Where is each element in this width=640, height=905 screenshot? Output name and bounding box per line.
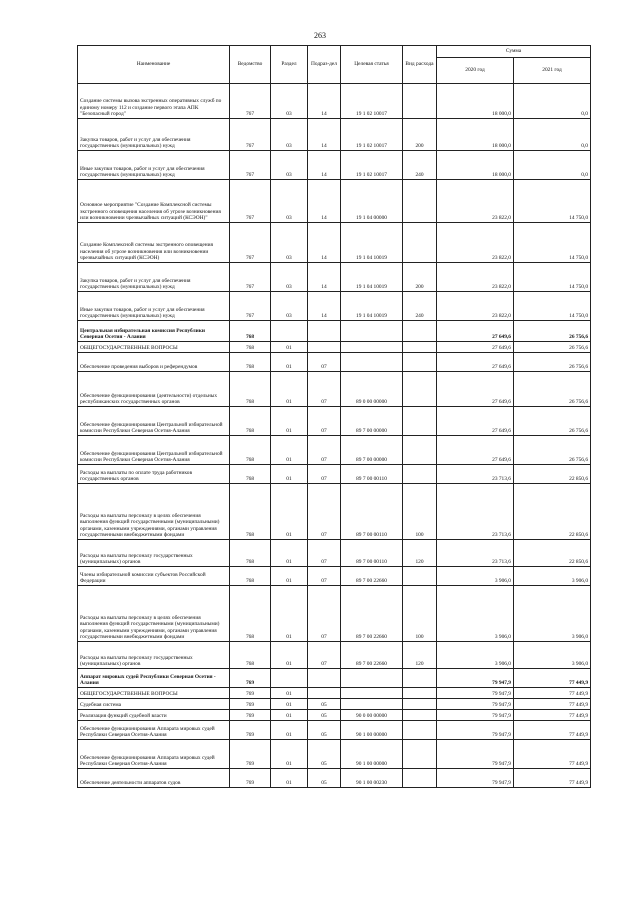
cell-department: 768 [230,567,271,586]
cell-expense-type [403,353,437,372]
cell-name: ОБЩЕГОСУДАРСТВЕННЫЕ ВОПРОСЫ [78,342,230,353]
cell-subsection: 05 [308,769,341,788]
cell-amount-2021: 77 449,9 [514,721,591,740]
cell-amount-2021: 77 449,9 [514,769,591,788]
cell-name: Аппарат мировых судей Республики Северная Осетия - Алания [78,669,230,688]
cell-amount-2020: 79 947,9 [437,688,514,699]
cell-amount-2020: 3 906,0 [437,567,514,586]
cell-expense-type: 240 [403,292,437,321]
cell-department: 768 [230,436,271,465]
cell-section: 01 [271,353,308,372]
cell-section: 01 [271,436,308,465]
cell-amount-2021: 14 750,0 [514,292,591,321]
cell-amount-2020: 23 822,0 [437,292,514,321]
table-row [78,223,591,263]
cell-amount-2021: 0,0 [514,119,591,151]
header-year-2021: 2021 год [514,58,591,84]
cell-department: 769 [230,769,271,788]
cell-amount-2021: 77 449,9 [514,699,591,710]
cell-name: Обеспечение деятельности аппаратов судов [78,769,230,788]
cell-department: 768 [230,465,271,484]
cell-target-article: 19 1 02 10017 [341,84,403,119]
cell-department: 767 [230,84,271,119]
table-row [78,407,591,436]
cell-department: 768 [230,353,271,372]
table-row [78,436,591,465]
cell-subsection: 05 [308,699,341,710]
table-row [78,721,591,740]
cell-name: Члены избирательной комиссии субъектов Российской Федерации [78,567,230,586]
cell-amount-2021: 26 756,6 [514,436,591,465]
cell-section: 01 [271,372,308,407]
cell-amount-2021: 3 906,0 [514,642,591,669]
cell-amount-2021: 0,0 [514,84,591,119]
cell-subsection: 14 [308,292,341,321]
table-row [78,180,591,223]
cell-amount-2021: 77 449,9 [514,688,591,699]
cell-amount-2021: 0,0 [514,151,591,180]
table-row [78,586,591,642]
cell-amount-2020: 79 947,9 [437,710,514,721]
cell-target-article [341,669,403,688]
cell-amount-2020: 23 713,6 [437,540,514,567]
cell-subsection: 14 [308,119,341,151]
cell-expense-type: 200 [403,119,437,151]
table-row [78,699,591,710]
cell-subsection [308,342,341,353]
cell-department: 769 [230,710,271,721]
cell-subsection [308,321,341,342]
header-amount: Сумма [437,46,591,58]
cell-section: 01 [271,540,308,567]
table-row [78,353,591,372]
cell-department: 767 [230,151,271,180]
cell-amount-2020: 27 649,6 [437,372,514,407]
cell-section: 03 [271,292,308,321]
cell-target-article: 89 7 00 00110 [341,484,403,540]
cell-section: 01 [271,342,308,353]
cell-section: 01 [271,688,308,699]
cell-target-article: 90 1 00 00230 [341,769,403,788]
cell-department: 768 [230,372,271,407]
table-row [78,465,591,484]
cell-section: 01 [271,484,308,540]
cell-target-article: 89 7 00 22660 [341,567,403,586]
cell-amount-2020: 79 947,9 [437,769,514,788]
cell-subsection: 07 [308,540,341,567]
cell-subsection [308,669,341,688]
cell-section: 03 [271,263,308,292]
cell-department: 769 [230,688,271,699]
cell-expense-type [403,669,437,688]
cell-amount-2020: 27 649,6 [437,436,514,465]
header-year-2020: 2020 год [437,58,514,84]
cell-amount-2021: 14 750,0 [514,263,591,292]
cell-section: 03 [271,119,308,151]
cell-target-article: 90 1 00 00000 [341,721,403,740]
cell-subsection: 14 [308,263,341,292]
cell-subsection: 05 [308,710,341,721]
header-target-article: Целевая статья [341,46,403,84]
table-row [78,769,591,788]
cell-amount-2020: 23 713,6 [437,465,514,484]
table-row [78,642,591,669]
cell-amount-2021: 26 756,6 [514,321,591,342]
cell-section: 01 [271,769,308,788]
cell-target-article: 89 7 00 00110 [341,465,403,484]
table-body [78,84,591,788]
cell-section: 01 [271,642,308,669]
cell-amount-2020: 23 822,0 [437,263,514,292]
cell-target-article: 19 1 02 10017 [341,151,403,180]
cell-expense-type: 200 [403,263,437,292]
table-row [78,740,591,769]
cell-name: Закупка товаров, работ и услуг для обеспечения государственных (муниципальных) нужд [78,263,230,292]
cell-expense-type [403,567,437,586]
cell-amount-2021: 26 756,6 [514,353,591,372]
cell-section: 01 [271,586,308,642]
table-row [78,84,591,119]
cell-subsection: 07 [308,372,341,407]
cell-department: 768 [230,484,271,540]
cell-department: 769 [230,669,271,688]
cell-amount-2020: 23 713,6 [437,484,514,540]
cell-department: 767 [230,180,271,223]
cell-section: 03 [271,151,308,180]
cell-name: Расходы на выплаты персоналу государственных (муниципальных) органов [78,642,230,669]
cell-name: Обеспечение функционирования Аппарата мировых судей Республики Северная Осетия-Алания [78,740,230,769]
cell-amount-2020: 27 649,6 [437,342,514,353]
cell-subsection: 07 [308,436,341,465]
cell-name: Расходы на выплаты персоналу в целях обеспечения выполнения функций государственными (муниципальными) органами, казенными учреждениями, органами управления государственными внебюджетными фондами [78,586,230,642]
cell-amount-2020: 27 649,6 [437,407,514,436]
cell-department: 768 [230,407,271,436]
cell-expense-type [403,436,437,465]
table-row [78,484,591,540]
cell-department: 767 [230,263,271,292]
cell-subsection: 07 [308,586,341,642]
cell-expense-type [403,721,437,740]
cell-amount-2020: 27 649,6 [437,353,514,372]
cell-name: Обеспечение функционирования Центральной избирательной комиссии Республики Северная Осетия-Алания [78,407,230,436]
table-row [78,540,591,567]
cell-expense-type [403,699,437,710]
cell-target-article: 89 7 00 22660 [341,642,403,669]
cell-department: 768 [230,321,271,342]
cell-amount-2020: 18 000,0 [437,84,514,119]
cell-subsection: 14 [308,180,341,223]
cell-target-article: 90 1 00 00000 [341,740,403,769]
header-subsection: Подраз-дел [308,46,341,84]
cell-target-article [341,688,403,699]
table-row [78,151,591,180]
header-section: Раздел [271,46,308,84]
cell-target-article: 89 7 00 22660 [341,586,403,642]
cell-subsection: 07 [308,353,341,372]
cell-expense-type [403,740,437,769]
cell-amount-2020: 23 822,0 [437,223,514,263]
cell-section: 01 [271,465,308,484]
table-row [78,119,591,151]
cell-target-article [341,321,403,342]
cell-subsection: 05 [308,721,341,740]
cell-amount-2021: 77 449,9 [514,669,591,688]
cell-target-article: 90 0 00 00000 [341,710,403,721]
cell-name: Закупка товаров, работ и услуг для обеспечения государственных (муниципальных) нужд [78,119,230,151]
cell-name: Расходы на выплаты персоналу в целях обеспечения выполнения функций государственными (муниципальными) органами, казенными учреждениями, органами управления государственными внебюджетными фондами [78,484,230,540]
cell-expense-type: 120 [403,642,437,669]
cell-name: Обеспечение функционирования Аппарата мировых судей Республики Северная Осетия-Алания [78,721,230,740]
cell-amount-2020: 79 947,9 [437,740,514,769]
cell-expense-type [403,180,437,223]
table-row [78,292,591,321]
cell-name: Реализация функций судебной власти [78,710,230,721]
table-row [78,263,591,292]
cell-amount-2021: 22 850,6 [514,540,591,567]
header-expense-type: Вид расхода [403,46,437,84]
cell-subsection: 14 [308,151,341,180]
cell-amount-2020: 3 906,0 [437,642,514,669]
cell-name: Основное мероприятие "Создание Комплексной системы экстренного оповещения населения об угрозе возникновения или возникновении чрезвычайных ситуаций (КСЭОН)" [78,180,230,223]
cell-expense-type: 100 [403,484,437,540]
cell-expense-type [403,342,437,353]
cell-amount-2021: 26 756,6 [514,372,591,407]
cell-name: Иные закупки товаров, работ и услуг для обеспечения государственных (муниципальных) нужд [78,292,230,321]
cell-subsection: 14 [308,84,341,119]
cell-target-article: 19 1 04 10019 [341,263,403,292]
budget-table [77,45,591,788]
cell-name: Создание Комплексной системы экстренного оповещения населения об угрозе возникновения или возникновении чрезвычайных ситуаций (КСЭОН) [78,223,230,263]
cell-name: Обеспечение проведения выборов и референдумов [78,353,230,372]
cell-section: 01 [271,710,308,721]
cell-amount-2021: 77 449,9 [514,740,591,769]
cell-section: 01 [271,740,308,769]
cell-section: 01 [271,721,308,740]
cell-amount-2021: 26 756,6 [514,342,591,353]
cell-expense-type: 240 [403,151,437,180]
table-row [78,567,591,586]
cell-target-article: 19 1 02 10017 [341,119,403,151]
cell-subsection: 07 [308,567,341,586]
page-number: 263 [314,31,326,40]
cell-expense-type [403,407,437,436]
cell-name: Обеспечение функционирования Центральной избирательной комиссии Республики Северная Осетия-Алания [78,436,230,465]
cell-department: 767 [230,119,271,151]
table-row [78,669,591,688]
cell-target-article [341,699,403,710]
cell-department: 768 [230,342,271,353]
cell-target-article [341,342,403,353]
cell-subsection: 14 [308,223,341,263]
cell-amount-2020: 23 822,0 [437,180,514,223]
table-row [78,321,591,342]
cell-target-article [341,353,403,372]
cell-target-article: 19 1 04 00000 [341,180,403,223]
cell-expense-type [403,321,437,342]
cell-name: Центральная избирательная комиссия Республики Северная Осетия - Алания [78,321,230,342]
cell-target-article: 89 7 00 00000 [341,436,403,465]
cell-section: 03 [271,84,308,119]
cell-subsection: 07 [308,642,341,669]
cell-name: Обеспечение функционирования (деятельности) отдельных республиканских государственных органов [78,372,230,407]
cell-amount-2020: 3 906,0 [437,586,514,642]
cell-amount-2021: 26 756,6 [514,407,591,436]
cell-amount-2020: 79 947,9 [437,699,514,710]
cell-section: 03 [271,180,308,223]
cell-name: Расходы на выплаты по оплате труда работников государственных органов [78,465,230,484]
cell-target-article: 89 0 00 00000 [341,372,403,407]
cell-expense-type [403,223,437,263]
cell-subsection [308,688,341,699]
cell-name: Создание системы вызова экстренных оперативных служб по единому номеру 112 и создание первого этапа АПК "Безопасный город" [78,84,230,119]
cell-department: 769 [230,721,271,740]
table-row [78,688,591,699]
header-name: Наименование [78,46,230,84]
cell-department: 769 [230,740,271,769]
cell-amount-2021: 3 906,0 [514,567,591,586]
cell-expense-type [403,84,437,119]
cell-amount-2021: 77 449,9 [514,710,591,721]
cell-expense-type [403,688,437,699]
cell-expense-type [403,710,437,721]
cell-amount-2021: 14 750,0 [514,180,591,223]
cell-expense-type: 100 [403,586,437,642]
cell-department: 768 [230,642,271,669]
cell-amount-2021: 22 850,6 [514,484,591,540]
cell-target-article: 19 1 04 10019 [341,223,403,263]
cell-department: 768 [230,586,271,642]
cell-department: 767 [230,223,271,263]
cell-amount-2021: 3 906,0 [514,586,591,642]
table-row [78,372,591,407]
cell-subsection: 07 [308,407,341,436]
cell-subsection: 07 [308,484,341,540]
cell-section [271,669,308,688]
cell-amount-2020: 18 000,0 [437,151,514,180]
cell-amount-2020: 79 947,9 [437,669,514,688]
table-row [78,710,591,721]
cell-amount-2020: 18 000,0 [437,119,514,151]
cell-target-article: 89 7 00 00110 [341,540,403,567]
cell-name: ОБЩЕГОСУДАРСТВЕННЫЕ ВОПРОСЫ [78,688,230,699]
cell-amount-2020: 79 947,9 [437,721,514,740]
cell-section: 01 [271,407,308,436]
cell-amount-2021: 22 850,6 [514,465,591,484]
cell-department: 767 [230,292,271,321]
cell-department: 768 [230,540,271,567]
cell-name: Судебная система [78,699,230,710]
cell-department: 769 [230,699,271,710]
cell-section: 01 [271,699,308,710]
cell-name: Расходы на выплаты персоналу государственных (муниципальных) органов [78,540,230,567]
cell-expense-type [403,465,437,484]
cell-amount-2020: 27 649,6 [437,321,514,342]
cell-expense-type [403,372,437,407]
cell-expense-type: 120 [403,540,437,567]
table-row [78,342,591,353]
cell-section [271,321,308,342]
cell-name: Иные закупки товаров, работ и услуг для обеспечения государственных (муниципальных) нужд [78,151,230,180]
cell-target-article: 19 1 04 10019 [341,292,403,321]
cell-amount-2021: 14 750,0 [514,223,591,263]
header-department: Ведомство [230,46,271,84]
cell-section: 03 [271,223,308,263]
cell-subsection: 07 [308,465,341,484]
cell-expense-type [403,769,437,788]
cell-target-article: 89 7 00 00000 [341,407,403,436]
cell-subsection: 05 [308,740,341,769]
cell-section: 01 [271,567,308,586]
